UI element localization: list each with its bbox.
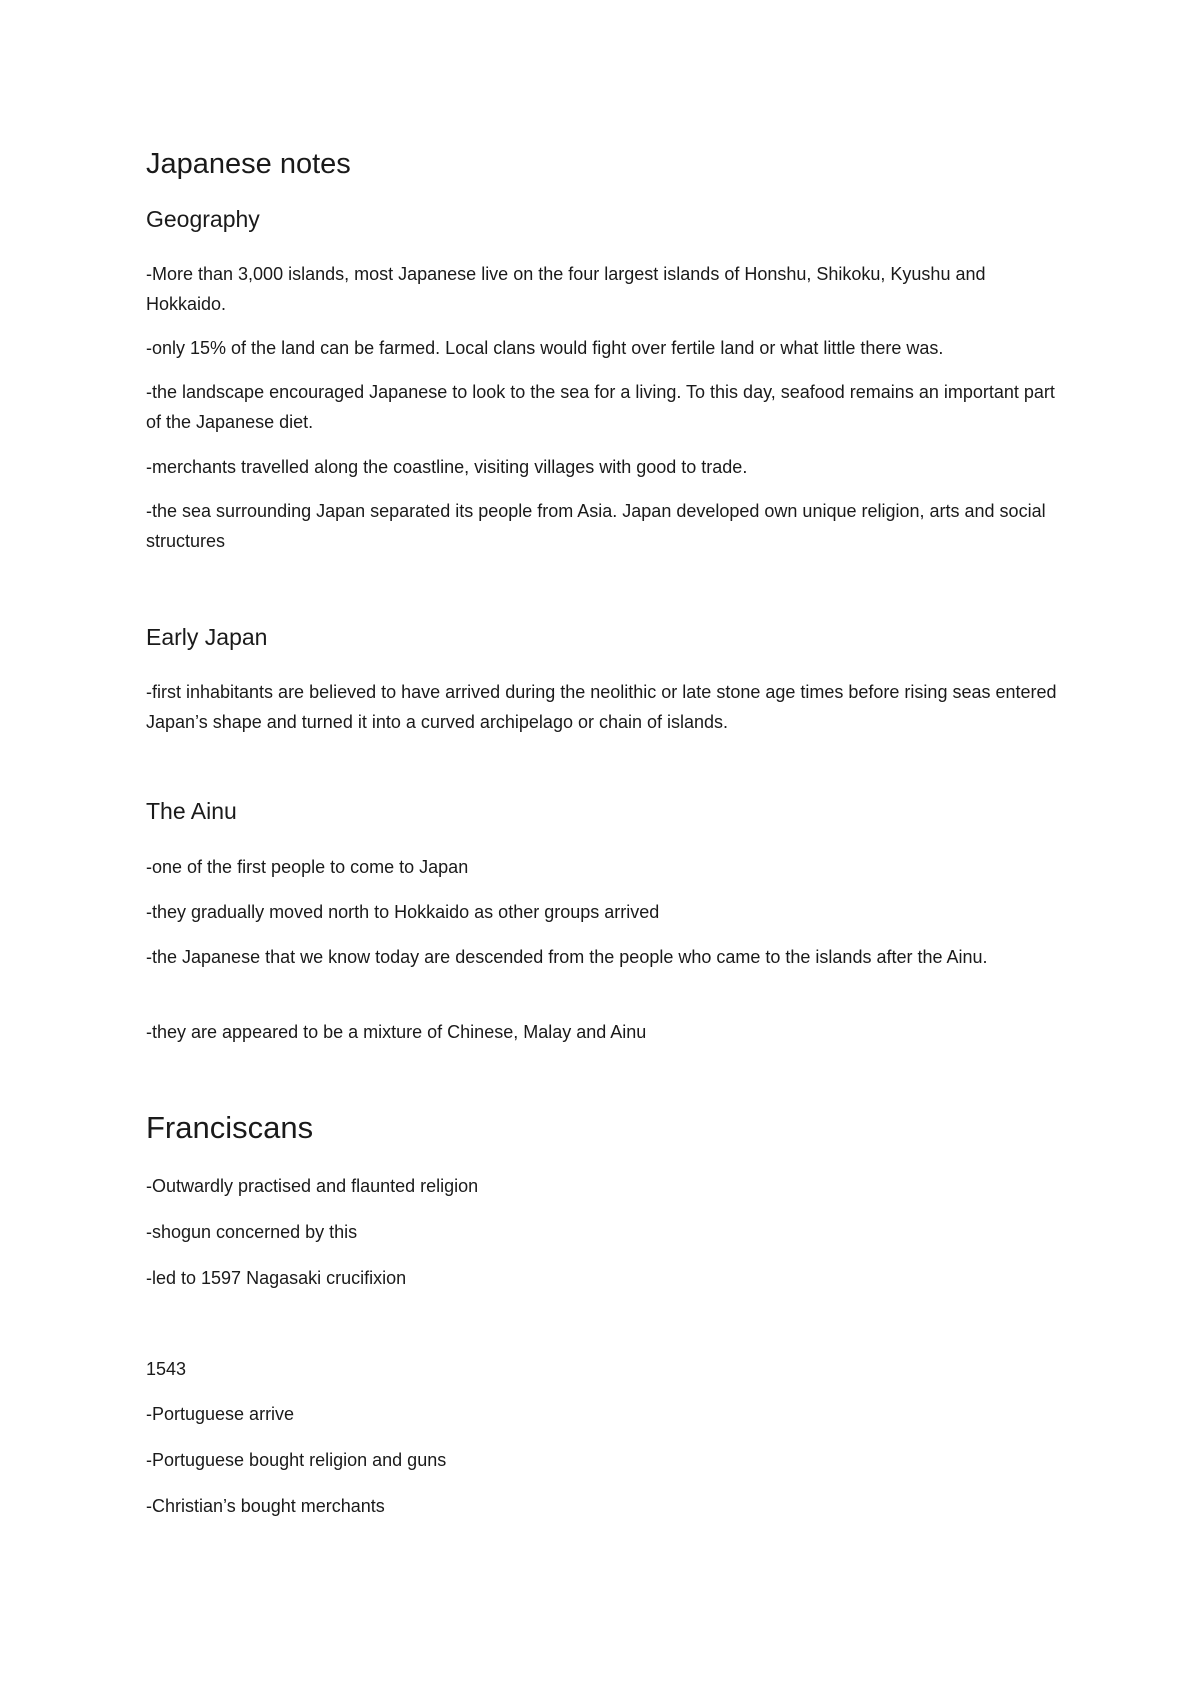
year-1543-line-2: -Portuguese bought religion and guns: [146, 1450, 447, 1470]
geography-line-1: -More than 3,000 islands, most Japanese live on the four largest islands of Honshu, Shikoku, Kyushu and Hokkaido.: [146, 264, 986, 314]
year-1543-line-1: -Portuguese arrive: [146, 1404, 295, 1424]
ainu-line-3: -the Japanese that we know today are descended from the people who came to the islands after the Ainu.: [146, 947, 988, 967]
franciscans-line-1: -Outwardly practised and flaunted religion: [146, 1176, 479, 1196]
geography-line-3: -the landscape encouraged Japanese to look to the sea for a living. To this day, seafood remains an important part of the Japanese diet.: [146, 382, 1055, 432]
heading-the-ainu: The Ainu: [146, 798, 237, 824]
franciscans-line-2: -shogun concerned by this: [146, 1222, 358, 1242]
geography-line-5: -the sea surrounding Japan separated its people from Asia. Japan developed own unique religion, arts and social structures: [146, 501, 1046, 551]
geography-line-2: -only 15% of the land can be farmed. Local clans would fight over fertile land or what little there was.: [146, 338, 944, 358]
early-japan-line-1: -first inhabitants are believed to have arrived during the neolithic or late stone age times before rising seas entered Japan’s shape and turned it into a curved archipelago or chain of islands.: [146, 682, 1057, 732]
heading-geography: Geography: [146, 206, 260, 232]
geography-line-4: -merchants travelled along the coastline, visiting villages with good to trade.: [146, 457, 748, 477]
ainu-line-4: -they are appeared to be a mixture of Chinese, Malay and Ainu: [146, 1022, 647, 1042]
year-1543-line-3: -Christian’s bought merchants: [146, 1496, 385, 1516]
page-title: Japanese notes: [146, 148, 351, 180]
heading-early-japan: Early Japan: [146, 624, 268, 650]
heading-franciscans: Franciscans: [146, 1110, 314, 1145]
ainu-line-1: -one of the first people to come to Japan: [146, 857, 469, 877]
ainu-line-2: -they gradually moved north to Hokkaido as other groups arrived: [146, 902, 660, 922]
franciscans-line-3: -led to 1597 Nagasaki crucifixion: [146, 1268, 407, 1288]
year-1543-label: 1543: [146, 1359, 187, 1379]
